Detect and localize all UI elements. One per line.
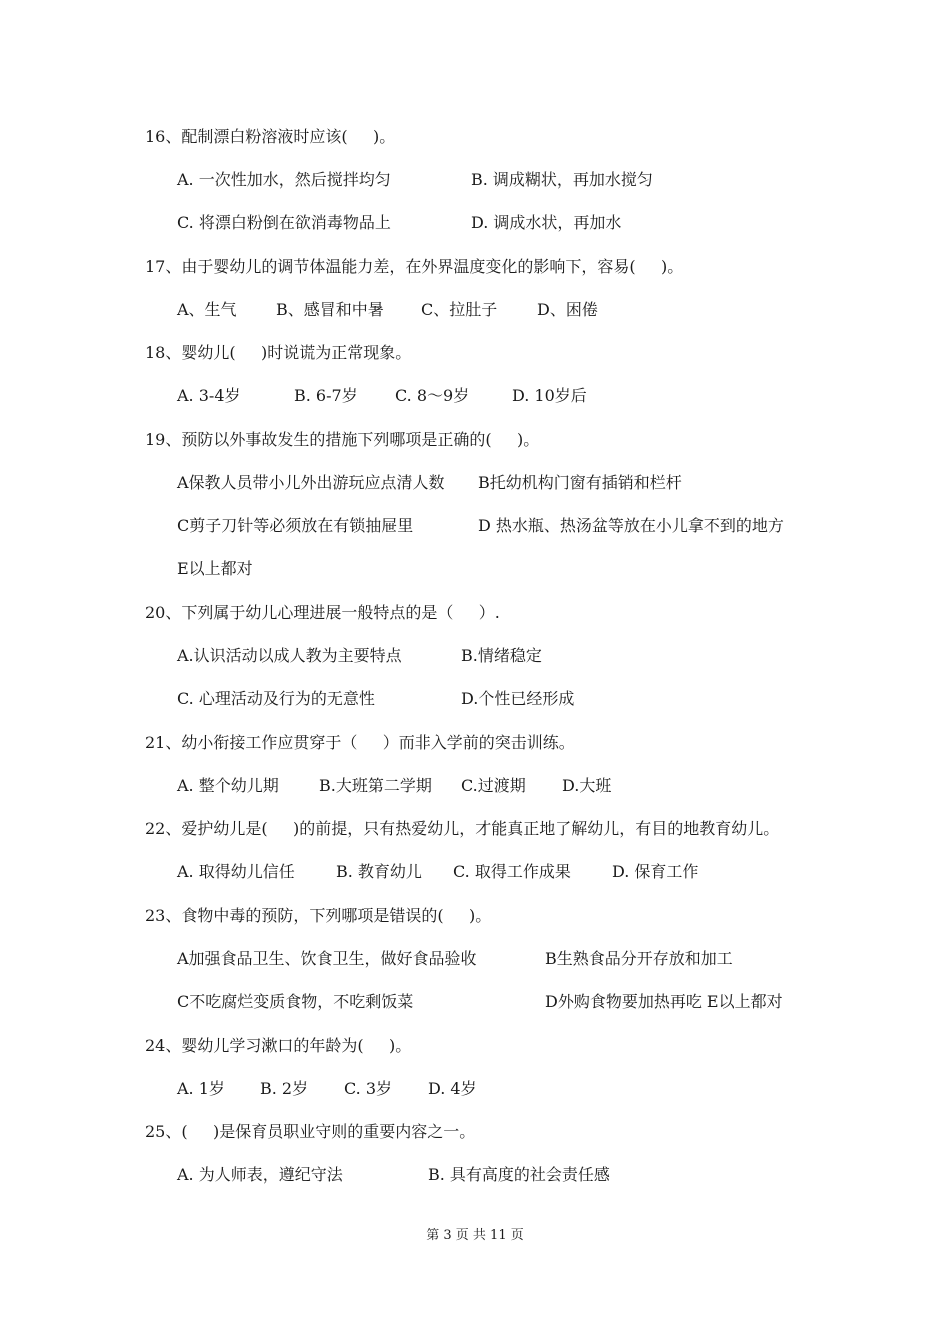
answer-option: C不吃腐烂变质食物，不吃剩饭菜 [177, 992, 414, 1011]
answer-option: D.个性已经形成 [461, 689, 575, 708]
answer-option: A. 整个幼儿期 [177, 776, 279, 795]
answer-option: B生熟食品分开存放和加工 [545, 949, 733, 968]
answer-option: B. 2岁 [260, 1079, 309, 1098]
answer-option: B. 调成糊状，再加水搅匀 [471, 170, 653, 189]
question-stem: 24、婴幼儿学习漱口的年龄为( )。 [145, 1036, 412, 1055]
answer-option: E以上都对 [177, 559, 253, 578]
answer-option: D 热水瓶、热汤盆等放在小儿拿不到的地方 [478, 516, 784, 535]
answer-option: D. 调成水状，再加水 [471, 213, 622, 232]
answer-option: D外购食物要加热再吃 E以上都对 [545, 992, 783, 1011]
answer-option: C剪子刀针等必须放在有锁抽屉里 [177, 516, 414, 535]
answer-option: A. 取得幼儿信任 [177, 862, 295, 881]
answer-option: C.过渡期 [461, 776, 526, 795]
page-number-footer: 第 3 页 共 11 页 [426, 1228, 524, 1243]
answer-option: D.大班 [562, 776, 612, 795]
question-stem: 18、婴幼儿( )时说谎为正常现象。 [145, 343, 412, 362]
question-stem: 16、配制漂白粉溶液时应该( )。 [145, 127, 396, 146]
answer-option: B、感冒和中暑 [276, 300, 384, 319]
answer-option: C. 8～9岁 [395, 386, 470, 405]
answer-option: C. 将漂白粉倒在欲消毒物品上 [177, 213, 391, 232]
answer-option: D、困倦 [537, 300, 598, 319]
answer-option: A.认识活动以成人教为主要特点 [177, 646, 402, 665]
answer-option: B.情绪稳定 [461, 646, 542, 665]
answer-option: B.大班第二学期 [319, 776, 432, 795]
answer-option: A. 为人师表，遵纪守法 [177, 1165, 343, 1184]
question-stem: 22、爱护幼儿是( )的前提，只有热爱幼儿，才能真正地了解幼儿，有目的地教育幼儿。 [145, 819, 780, 838]
answer-option: C. 3岁 [344, 1079, 393, 1098]
question-stem: 20、下列属于幼儿心理进展一般特点的是（ ）. [145, 603, 500, 622]
answer-option: D. 10岁后 [512, 386, 587, 405]
answer-option: C. 取得工作成果 [453, 862, 571, 881]
answer-option: A保教人员带小儿外出游玩应点清人数 [177, 473, 445, 492]
answer-option: C. 心理活动及行为的无意性 [177, 689, 375, 708]
question-stem: 23、食物中毒的预防，下列哪项是错误的( )。 [145, 906, 492, 925]
answer-option: C、拉肚子 [421, 300, 498, 319]
answer-option: D. 4岁 [428, 1079, 477, 1098]
question-stem: 25、( )是保育员职业守则的重要内容之一。 [145, 1122, 476, 1141]
answer-option: A加强食品卫生、饮食卫生，做好食品验收 [177, 949, 477, 968]
answer-option: B. 教育幼儿 [336, 862, 422, 881]
answer-option: B. 具有高度的社会责任感 [428, 1165, 610, 1184]
answer-option: D. 保育工作 [612, 862, 699, 881]
answer-option: A. 1岁 [177, 1079, 225, 1098]
answer-option: B托幼机构门窗有插销和栏杆 [478, 473, 682, 492]
answer-option: A. 一次性加水，然后搅拌均匀 [177, 170, 391, 189]
question-stem: 19、预防以外事故发生的措施下列哪项是正确的( )。 [145, 430, 540, 449]
question-stem: 17、由于婴幼儿的调节体温能力差，在外界温度变化的影响下，容易( )。 [145, 257, 684, 276]
question-stem: 21、幼小衔接工作应贯穿于（ ）而非入学前的突击训练。 [145, 733, 575, 752]
answer-option: A、生气 [177, 300, 237, 319]
answer-option: B. 6-7岁 [294, 386, 358, 405]
answer-option: A. 3-4岁 [177, 386, 241, 405]
